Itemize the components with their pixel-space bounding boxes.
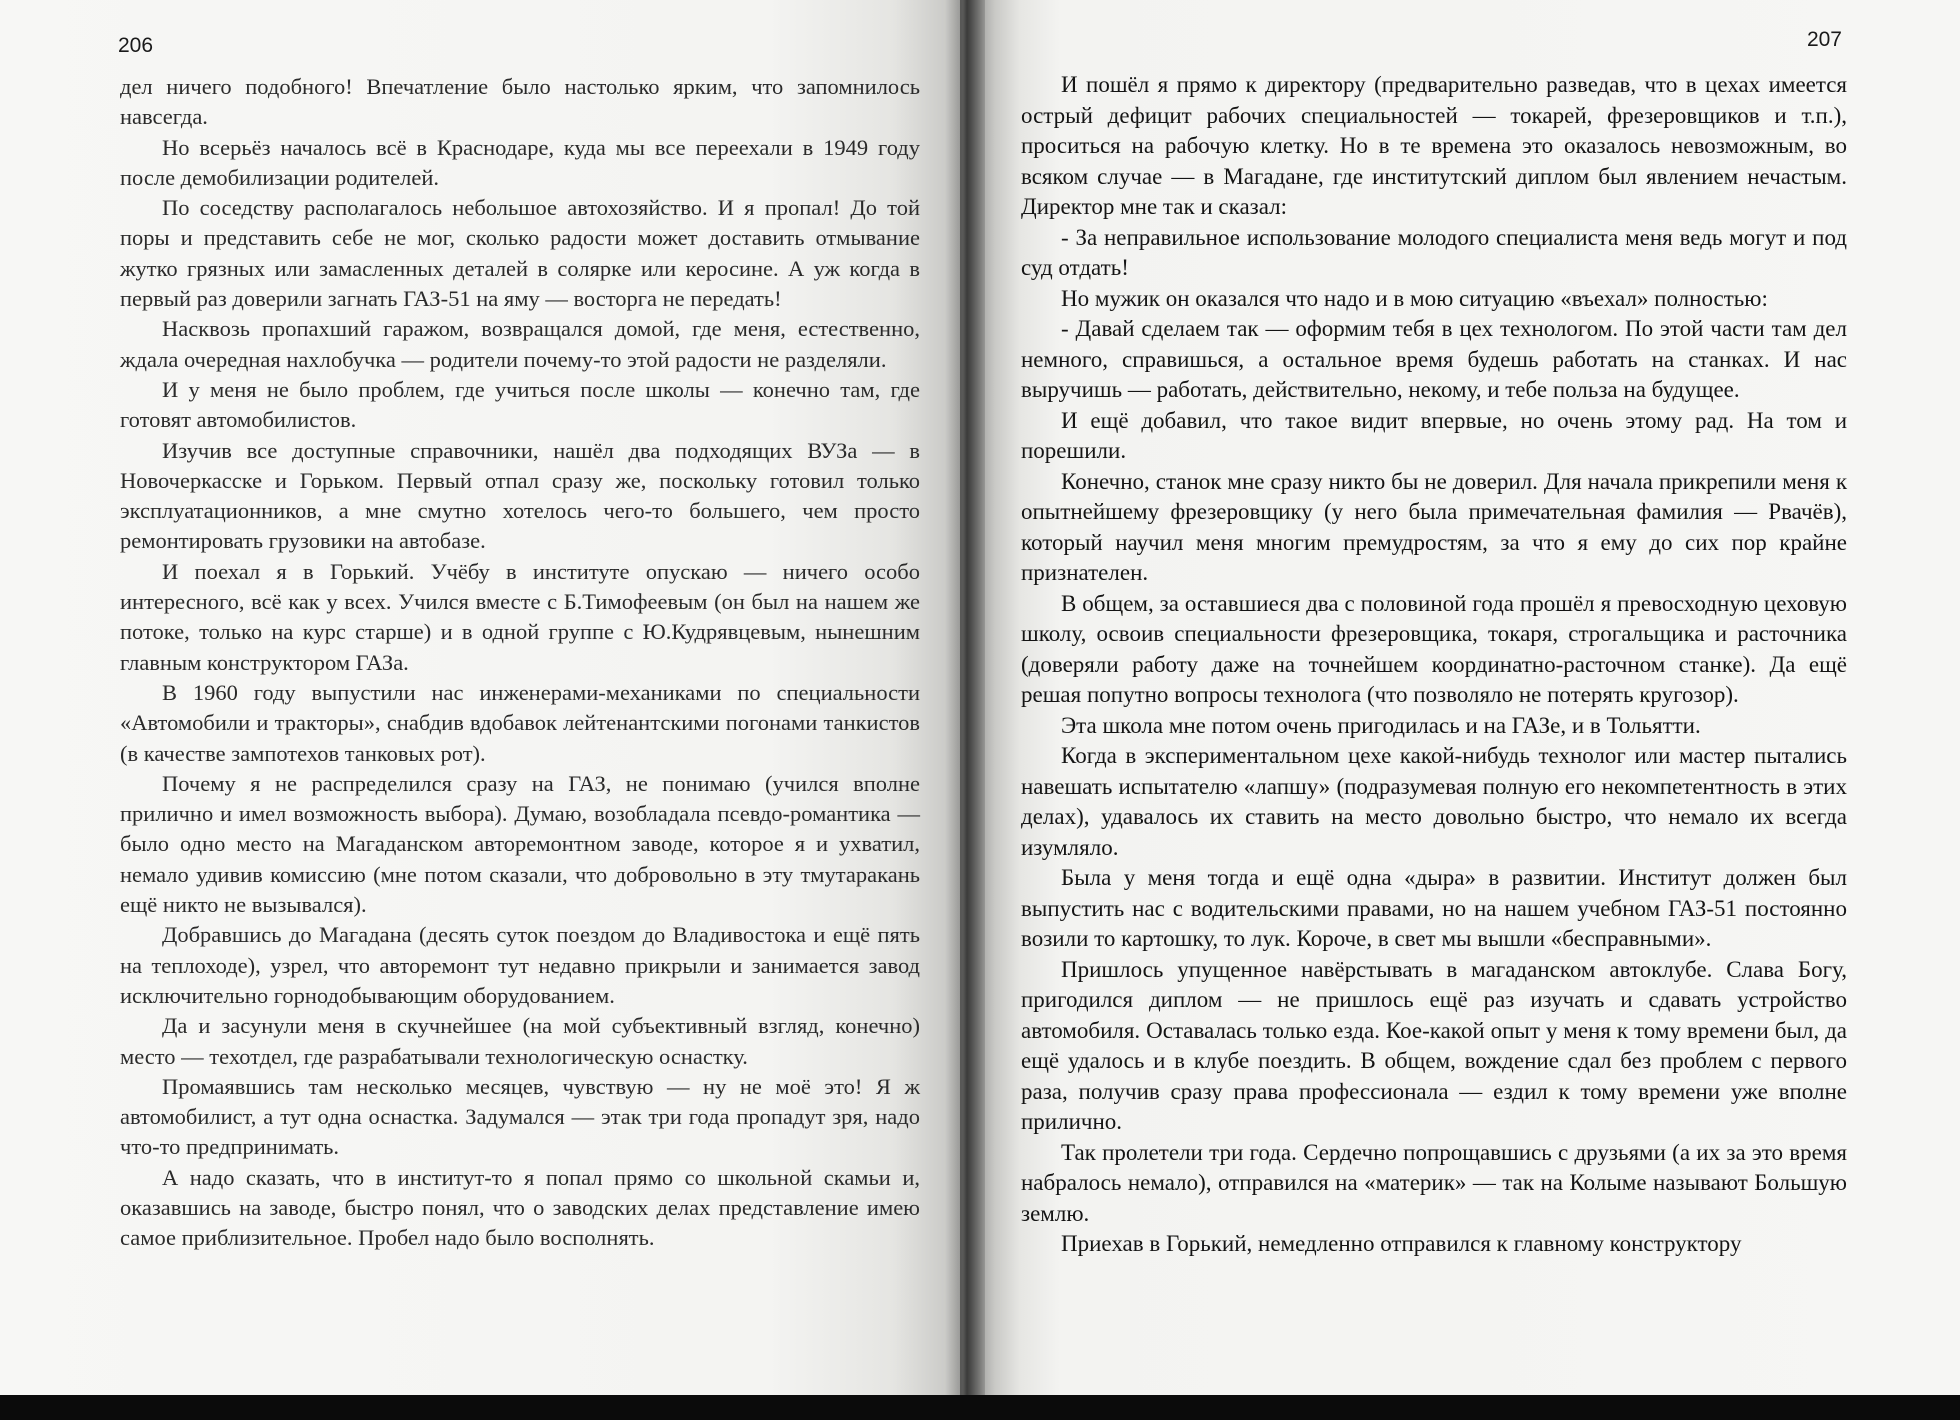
page-number-left: 206 — [118, 34, 154, 57]
paragraph: дел ничего подобного! Впечатление было настолько ярким, что запомнилось навсегда. — [120, 74, 920, 130]
paragraph: Изучив все доступные справочники, нашёл два подходящих ВУЗа — в Новочеркасске и Горьком. Первый отпал сразу же, поскольку готовил только эксплуатационников, а мне смутно хотелось чего-то большего, чем просто ремонтировать грузовики на автобазе. — [120, 437, 920, 554]
paragraph: Добравшись до Магадана (десять суток поездом до Владивостока и ещё пять на теплоходе), узрел, что авторемонт тут недавно прикрыли и занимается завод исключительно горнодобывающим оборудованием. — [120, 922, 920, 1008]
paragraph: Но мужик он оказался что надо и в мою ситуацию «въехал» полностью: — [1061, 285, 1768, 311]
paragraph: Эта школа мне потом очень пригодилась и на ГАЗе, и в Тольятти. — [1061, 712, 1701, 738]
paragraph: И ещё добавил, что такое видит впервые, но очень этому рад. На том и порешили. — [1021, 407, 1847, 463]
paragraph: По соседству располагалось небольшое автохозяйство. И я пропал! До той поры и представить себе не мог, сколько радости может доставить отмывание жутко грязных или замасленных деталей в солярке или керосине. А уж когда в первый раз доверили загнать ГАЗ-51 на яму — восторга не передать! — [120, 195, 920, 312]
paragraph: Конечно, станок мне сразу никто бы не доверил. Для начала прикрепили меня к опытнейшему фрезеровщику (у него была примечательная фамилия — Рвачёв), который научил меня многим премудростям, за что я ему до сих пор крайне признателен. — [1021, 468, 1847, 585]
right-page — [960, 0, 1960, 1395]
left-page — [0, 0, 960, 1395]
paragraph: Была у меня тогда и ещё одна «дыра» в развитии. Институт должен был выпустить нас с водительскими правами, но на нашем учебном ГАЗ-51 постоянно возили то картошку, то лук. Короче, в свет мы вышли «бесправными». — [1021, 865, 1847, 951]
paragraph: Да и засунули меня в скучнейшее (на мой субъективный взгляд, конечно) место — техотдел, где разрабатывали технологическую оснастку. — [120, 1013, 920, 1069]
paragraph: В общем, за оставшиеся два с половиной года прошёл я превосходную цеховую школу, освоив специальности фрезеровщика, токаря, строгальщика и расточника (доверяли работу даже на точнейшем координатно-расточном станке). Да ещё решая попутно вопросы технолога (что позволяло не потерять кругозор). — [1021, 590, 1847, 707]
paragraph: И у меня не было проблем, где учиться после школы — конечно там, где готовят автомобилистов. — [120, 376, 920, 433]
paragraph: - Давай сделаем так — оформим тебя в цех технологом. По этой части там дел немного, справишься, а остальное время будешь работать на станках. И нас выручишь — работать, действительно, некому, и тебе польза на будущее. — [1021, 316, 1847, 402]
paragraph: И поехал я в Горький. Учёбу в институте опускаю — ничего особо интересного, всё как у всех. Учился вместе с Б.Тимофеевым (он был на нашем же потоке, только на курс старше) и в одной группе с Ю.Кудрявцевым, нынешним главным конструктором ГАЗа. — [120, 558, 920, 675]
paragraph: Когда в экспериментальном цехе какой-нибудь технолог или мастер пытались навешать испытателю «лапшу» (подразумевая полную его некомпетентность в этих делах), удавалось их ставить на место довольно быстро, что немало их всегда изумляло. — [1021, 743, 1847, 860]
paragraph: Почему я не распределился сразу на ГАЗ, не понимаю (учился вполне прилично и имел возможность выбора). Думаю, возобладала псевдо-романтика — было одно место на Магаданском авторемонтном заводе, которое я и ухватил, немало удивив комиссию (мне потом сказали, что добровольно в эту тмутаракань ещё никто не вызывался). — [120, 770, 920, 918]
page-bottom-edge — [0, 1395, 1960, 1420]
paragraph: Так пролетели три года. Сердечно попрощавшись с друзьями (а их за это время набралось немало), отправился на «материк» — так на Колыме называют Большую землю. — [1021, 1139, 1847, 1226]
left-page-text — [120, 72, 920, 1254]
paragraph: В 1960 году выпустили нас инженерами-механиками по специальности «Автомобили и тракторы», снабдив вдобавок лейтенантскими погонами танкистов (в качестве зампотехов танковых рот). — [120, 679, 920, 766]
paragraph: Пришлось упущенное навёрстывать в магаданском автоклубе. Слава Богу, пригодился диплом — не пришлось ещё раз изучать и сдавать устройство автомобиля. Оставалась только езда. Кое-какой опыт у меня к тому времени был, да ещё удалось и в клубе поездить. В общем, вождение сдал без проблем с первого раза, получив сразу права профессионала — ездил к тому времени уже вполне прилично. — [1021, 956, 1847, 1134]
right-page-text — [1021, 70, 1847, 1260]
paragraph: - За неправильное использование молодого специалиста меня ведь могут и под суд отдать! — [1021, 224, 1847, 280]
paragraph: А надо сказать, что в институт-то я попал прямо со школьной скамьи и, оказавшись на заводе, быстро понял, что о заводских делах представление имею самое приблизительное. Пробел надо было восполнять. — [120, 1164, 920, 1251]
paragraph: И пошёл я прямо к директору (предварительно разведав, что в цехах имеется острый дефицит рабочих специальностей — токарей, фрезеровщиков и т.п.), проситься на рабочую клетку. Но в те времена это оказалось невозможным, во всяком случае — в Магадане, где институтский диплом был явлением нечастым. Директор мне так и сказал: — [1021, 72, 1847, 219]
paragraph: Насквозь пропахший гаражом, возвращался домой, где меня, естественно, ждала очередная нахлобучка — родители почему-то этой радости не разделяли. — [120, 316, 920, 372]
paragraph: Но всерьёз началось всё в Краснодаре, куда мы все переехали в 1949 году после демобилизации родителей. — [120, 134, 920, 190]
paragraph: Приехав в Горький, немедленно отправился к главному конструктору — [1061, 1231, 1742, 1256]
page-number-right: 207 — [1806, 28, 1842, 51]
paragraph: Промаявшись там несколько месяцев, чувствую — ну не моё это! Я ж автомобилист, а тут одна оснастка. Задумался — этак три года пропадут зря, надо что-то предпринимать. — [120, 1073, 920, 1160]
